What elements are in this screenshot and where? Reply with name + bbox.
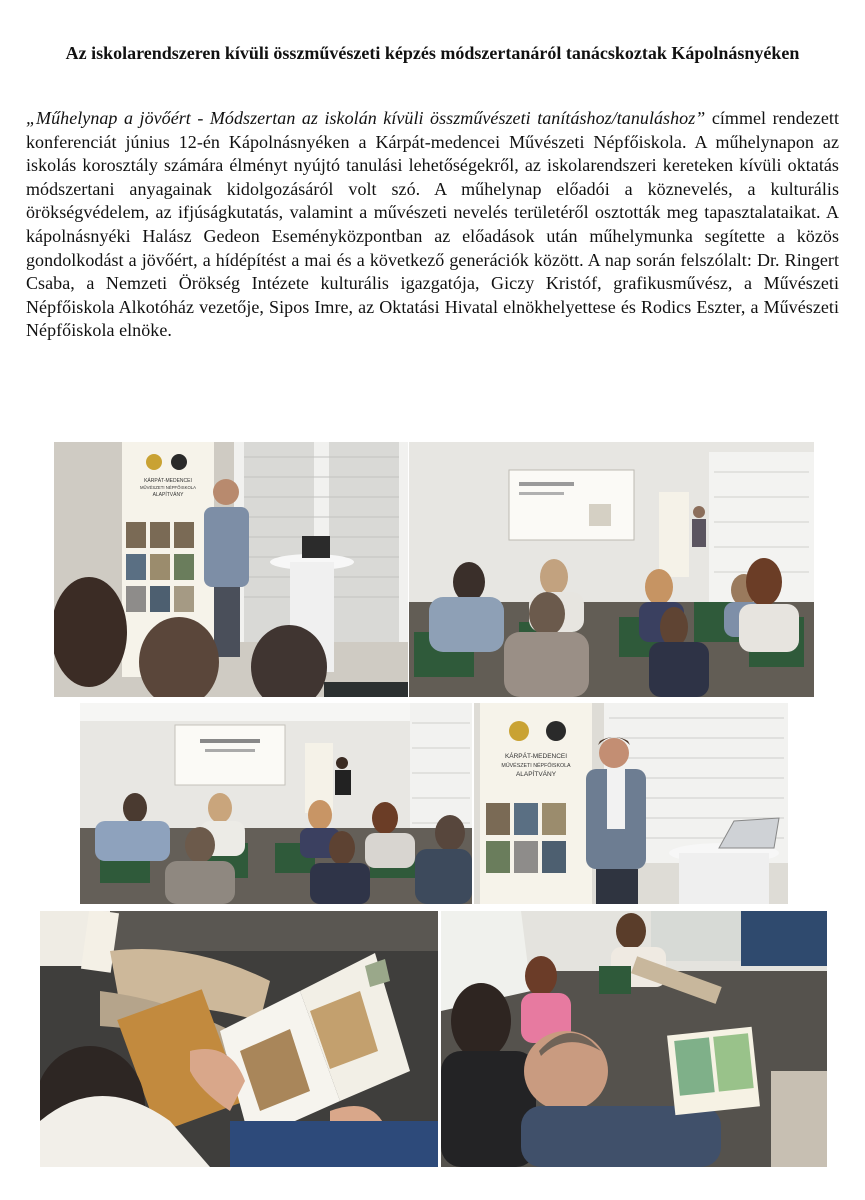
banner-line1-b: KÁRPÁT-MEDENCEI [504, 753, 568, 760]
photo-audience-1 [409, 442, 814, 697]
banner-line3: ALAPÍTVÁNY [152, 492, 184, 498]
photo-speaker-1 [54, 442, 408, 697]
banner-line1: KÁRPÁT-MEDENCEI [144, 478, 192, 484]
photo-reading-1 [40, 911, 438, 1167]
banner-line2: MŰVÉSZETI NÉPFŐISKOLA [139, 485, 197, 490]
article-lead-italic: „Műhelynap a jövőért - Módszertan az iskolán kívüli összművészeti tanításhoz/tanuláshoz” [26, 108, 706, 128]
article-title: Az iskolarendszeren kívüli összművészeti képzés módszertanáról tanácskoztak Kápolnásnyéken [65, 43, 800, 63]
photo-audience-2 [80, 703, 472, 904]
photo-reading-2 [441, 911, 827, 1167]
banner-line3-b: ALAPÍTVÁNY [515, 771, 557, 778]
banner-line2-b: MŰVÉSZETI NÉPFŐISKOLA [501, 763, 571, 769]
photo-speaker-2 [474, 703, 788, 904]
article-body [26, 107, 839, 343]
article-body-text: címmel rendezett konferenciát június 12-én Kápolnásnyéken a Kárpát-medencei Művészeti Népfőiskola. A műhelynapon az iskolás korosztály számára élményt nyújtó tanulási lehetőségekről, az iskolarendszeri kereteken kívüli oktatás módszertani anyagainak kidolgozásáról volt szó. A műhelynap előadói a köznevelés, a kulturális örökségvédelem, az ifjúságkutatás, valamint a művészeti nevelés területéről osztották meg tapasztalataikat. A kápolnásnyéki Halász Gedeon Eseményközpontban az előadások után műhelymunka segítette a közös gondolkodást a jövőért, a hídépítést a mai és a következő generációk között. A nap során felszólalt: Dr. Ringert Csaba, a Nemzeti Örökség Intézete kulturális igazgatója, Giczy Kristóf, grafikusművész, a Művészeti Népfőiskola Alkotóház vezetője, Sipos Imre, az Oktatási Hivatal elnökhelyettese és Rodics Eszter, a Művészeti Népfőiskola elnöke. [26, 108, 839, 341]
